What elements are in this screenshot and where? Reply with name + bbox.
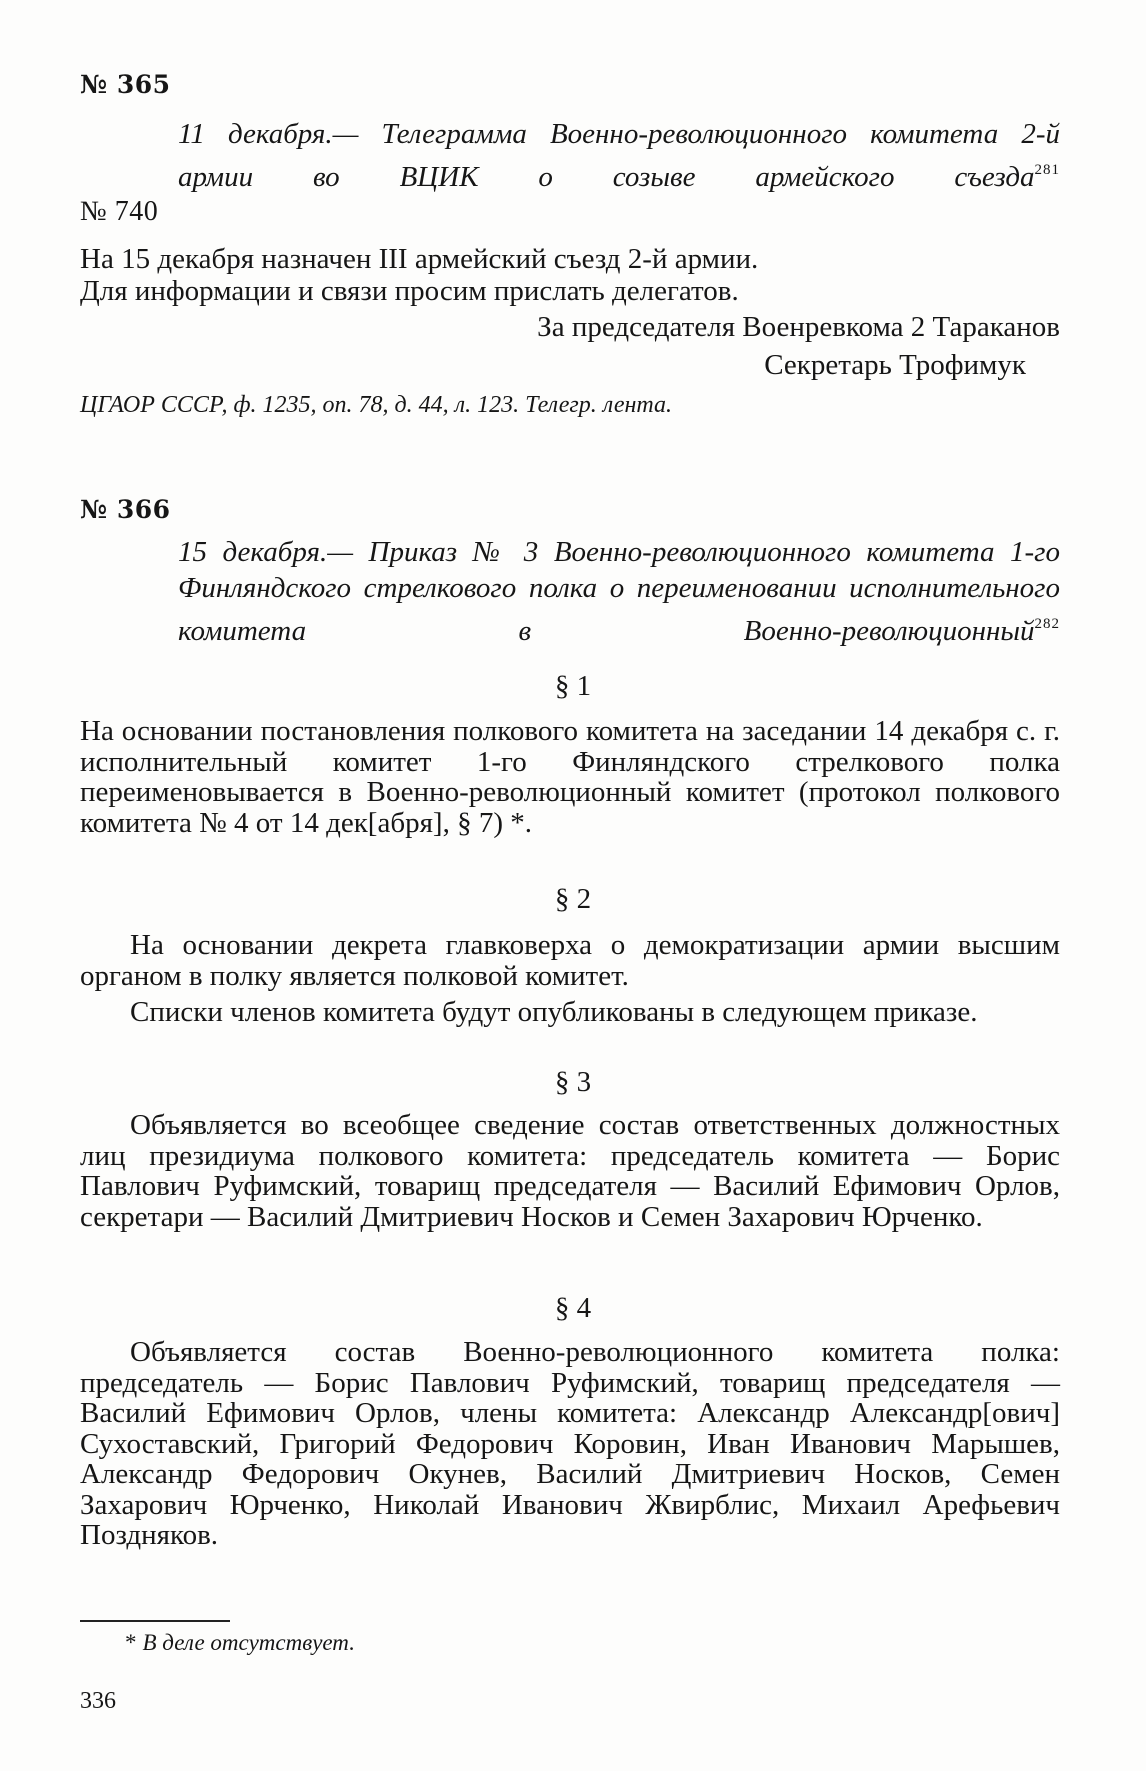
telegram-line-1: На 15 декабря назначен III армейский съезд 2-й армии.: [80, 243, 759, 275]
section-4-paragraph: Объявляется состав Военно-революционного комитета полка: председатель — Борис Павлович Руфимский, товарищ председателя — Василий Ефимович Орлов, члены комитета: Александр Александр[ович] Сухоставский, Григорий Федорович Коровин, Иван Иванович Марышев, Александр Федорович Окунев, Василий Дмитриевич Носков, Семен Захарович Юрченко, Николай Иванович Жвирблис, Михаил Арефьевич Поздняков.: [80, 1336, 1060, 1551]
document-number-366: № 366: [80, 495, 171, 524]
footnote-divider: [80, 1620, 230, 1622]
page-number: 336: [80, 1688, 116, 1714]
footnote-marker: *: [125, 1630, 137, 1655]
section-1-paragraph: На основании постановления полкового комитета на заседании 14 декабря с. г. исполнительный комитет 1-го Финляндского стрелкового полка переименовывается в Военно-революционный комитет (протокол полкового комитета № 4 от 14 дек[абря], § 7) *.: [80, 715, 1060, 839]
footnote-text: В деле отсутствует.: [142, 1630, 355, 1655]
title-text-366: 15 декабря.— Приказ № 3 Военно-революционного комитета 1-го Финляндского стрелкового полка о переименовании исполнительного комитета в Военно-революционный: [178, 536, 1060, 647]
title-note-365: 281: [1034, 162, 1060, 178]
title-text-365: 11 декабря.— Телеграмма Военно-революционного комитета 2-й армии во ВЦИК о созыве армейского съезда: [178, 118, 1060, 193]
section-mark-2: § 2: [554, 883, 592, 915]
section-mark-3: § 3: [554, 1066, 592, 1098]
signature-secretary: Секретарь Трофимук: [764, 349, 1026, 381]
section-mark-1: § 1: [554, 670, 592, 702]
section-3-paragraph: Объявляется во всеобщее сведение состав ответственных должностных лиц президиума полкового комитета: председатель комитета — Борис Павлович Руфимский, товарищ председателя — Василий Ефимович Орлов, секретари — Василий Дмитриевич Носков и Семен Захарович Юрченко.: [80, 1109, 1060, 1233]
section-mark-4: § 4: [554, 1292, 592, 1324]
telegram-number: № 740: [80, 196, 159, 227]
section-2-paragraph-1: На основании декрета главковерха о демократизации армии высшим органом в полку является полковой комитет.: [80, 929, 1060, 992]
section-2-paragraph-2: Списки членов комитета будут опубликованы в следующем приказе.: [130, 996, 978, 1028]
document-title-365: [178, 116, 1060, 195]
archive-reference: ЦГАОР СССР, ф. 1235, оп. 78, д. 44, л. 123. Телегр. лента.: [80, 392, 672, 418]
document-title-366: [178, 534, 1060, 649]
signature-chairman: За председателя Военревкома 2 Тараканов: [537, 311, 1060, 343]
footnote: [125, 1630, 355, 1656]
title-note-366: 282: [1034, 616, 1060, 632]
document-number-365: № 365: [80, 70, 171, 99]
telegram-line-2: Для информации и связи просим прислать делегатов.: [80, 275, 739, 307]
